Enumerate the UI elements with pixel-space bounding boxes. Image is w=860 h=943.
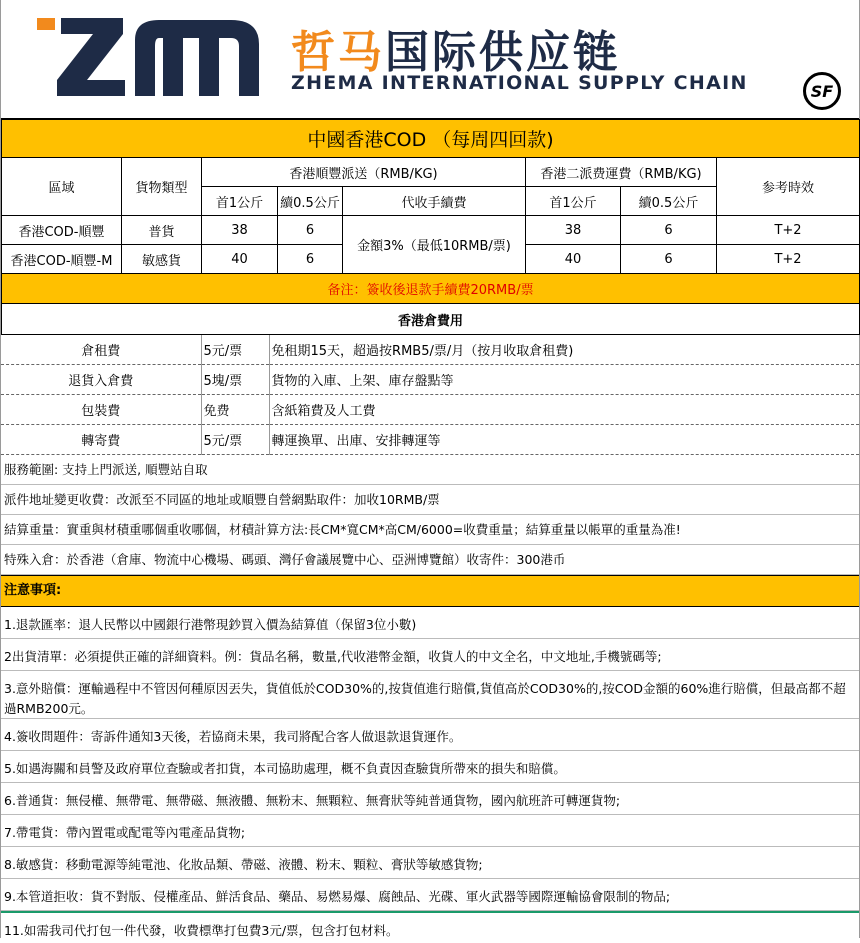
header <box>1 0 859 119</box>
notice-item: 9.本管道拒收：貨不對版、侵權產品、鮮活食品、藥品、易燃易爆、腐蝕品、光碟、軍火武器等國際運輸協會限制的物品; <box>1 879 859 911</box>
table-row: 轉寄費 5元/票 轉運換單、出庫、安排轉運等 <box>1 425 859 455</box>
header-ref-time: 参考時效 <box>717 158 860 216</box>
address-change-fee: 派件地址變更收費：改派至不同區的地址或順豐自營網點取件：加收10RMB/票 <box>1 485 859 515</box>
special-warehouse: 特殊入倉：於香港（倉庫、物流中心機場、碼頭、灣仔會議展覽中心、亞洲博覽館）收寄件：300港币 <box>1 545 859 575</box>
notice-item: 11.如需我司代打包一件代發，收費標準打包費3元/票，包含打包材料。 <box>1 911 859 943</box>
notice-item: 3.意外賠償：運輸過程中不管因何種原因丟失，貨值低於COD30%的,按貨值進行賠償,貨值高於COD30%的,按COD金額的60%進行賠償，但最高都不超過RMB200元。 <box>1 671 859 719</box>
notice-item: 8.敏感貨：移動電源等純電池、化妝品類、帶磁、液體、粉末、顆粒、膏狀等敏感貨物; <box>1 847 859 879</box>
notice-item: 5.如遇海關和員警及政府單位查驗或者扣貨，本司協助處理，概不負責因查驗貨所帶來的損失和賠償。 <box>1 751 859 783</box>
notice-item: 7.帶電貨：帶內置電或配電等內電產品貨物; <box>1 815 859 847</box>
table-row: 包裝費 免费 含紙箱費及人工費 <box>1 395 859 425</box>
billing-weight: 結算重量：實重與材積重哪個重收哪個，材積計算方法:長CM*寬CM*高CM/6000=收費重量；結算重量以帳單的重量為准! <box>1 515 859 545</box>
notice-item: 6.普通貨：無侵權、無帶電、無帶磁、無液體、無粉末、無顆粒、無膏狀等純普通貨物，國內航班許可轉運貨物; <box>1 783 859 815</box>
service-scope: 服務範圍: 支持上門派送, 順豐站自取 <box>1 455 859 485</box>
zm-logo-icon <box>31 10 271 100</box>
table-row: 退貨入倉費 5塊/票 貨物的入庫、上架、庫存盤點等 <box>1 365 859 395</box>
table-row: 香港COD-順豐 普貨 38 6 金額3%（最低10RMB/票) 38 6 T+2 <box>2 216 860 245</box>
notice-item: 1.退款匯率：退人民幣以中國銀行港幣現鈔買入價為結算值（保留3位小數) <box>1 607 859 639</box>
header-sf-first-kg: 首1公斤 <box>202 187 278 216</box>
header-region: 區域 <box>2 158 122 216</box>
header-sec-extra: 續0.5公斤 <box>621 187 717 216</box>
header-sf-extra: 續0.5公斤 <box>278 187 343 216</box>
header-goods-type: 貨物類型 <box>122 158 202 216</box>
warehouse-title: 香港倉費用 <box>2 304 860 335</box>
page-title: 中國香港COD （每周四回款) <box>2 120 860 158</box>
brand-chinese-name: 哲马国际供应链 <box>291 27 620 78</box>
header-second-group: 香港二派费運費（RMB/KG) <box>526 158 717 187</box>
attention-title: 注意事項: <box>1 575 859 607</box>
rate-table <box>1 119 860 335</box>
cod-fee-value: 金額3%（最低10RMB/票) <box>343 216 526 274</box>
table-row: 倉租費 5元/票 免租期15天，超過按RMB5/票/月（按月收取倉租費) <box>1 335 859 365</box>
header-cod-fee: 代收手續費 <box>343 187 526 216</box>
notice-item: 4.簽收問題件：寄訴件通知3天後，若協商未果，我司將配合客人做退款退貨運作。 <box>1 719 859 751</box>
notice-item: 2出貨清單：必須提供正確的詳細資料。例：貨品名稱，數量,代收港幣金額，收貨人的中文全名，中文地址,手機號碼等; <box>1 639 859 671</box>
table-row: 香港COD-順豐-M 敏感貨 40 6 40 6 T+2 <box>2 245 860 274</box>
header-sf-group: 香港順豐派送（RMB/KG) <box>202 158 526 187</box>
sf-logo-icon: SF <box>803 72 841 110</box>
warehouse-fees-table <box>1 335 859 455</box>
brand-english-name: ZHEMA INTERNATIONAL SUPPLY CHAIN <box>291 72 748 94</box>
remark: 备注：簽收後退款手續費20RMB/票 <box>2 274 860 304</box>
header-sec-first-kg: 首1公斤 <box>526 187 621 216</box>
